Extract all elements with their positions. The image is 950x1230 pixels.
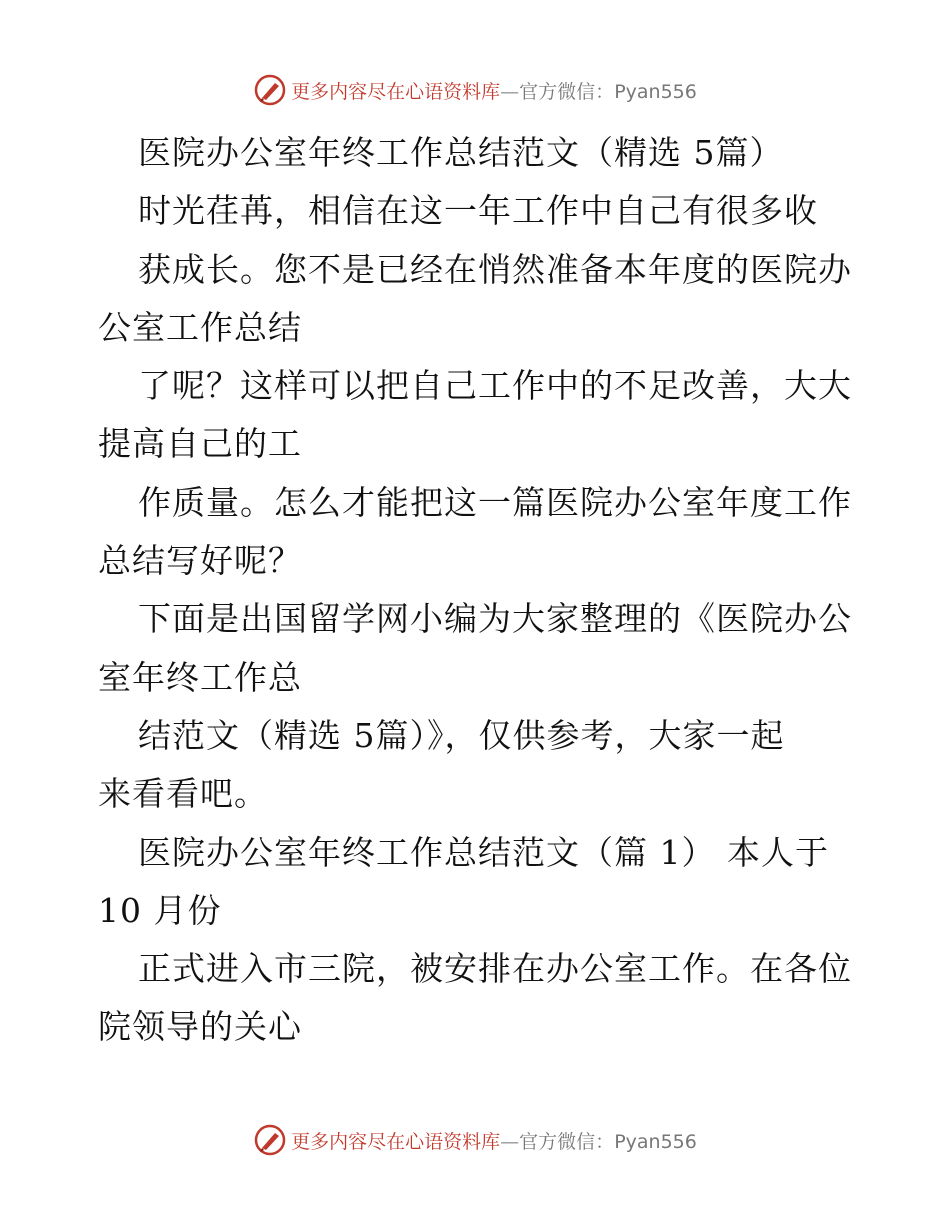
text-line: 提高自己的工 <box>98 424 302 464</box>
header-wechat-label: 官方微信： <box>519 80 615 103</box>
text-line: 公室工作总结 <box>98 307 302 347</box>
header-separator: — <box>500 80 520 103</box>
footer-banner <box>0 1120 950 1160</box>
text-line: 医院办公室年终工作总结范文（篇 1） 本人于 <box>138 832 829 872</box>
footer-separator: — <box>500 1130 520 1153</box>
text-line: 医院办公室年终工作总结范文（精选 5篇） <box>138 133 784 172</box>
header-brand: 更多内容尽在心语资料库 <box>291 80 501 103</box>
header-text <box>291 77 697 104</box>
header-banner <box>0 70 950 110</box>
footer-wechat-label: 官方微信： <box>519 1130 615 1153</box>
footer-text <box>291 1127 697 1154</box>
text-line: 获成长。您不是已经在悄然准备本年度的医院办 <box>138 249 852 289</box>
text-line: 来看看吧。 <box>98 774 268 814</box>
text-line: 了呢？这样可以把自己工作中的不足改善，大大 <box>138 366 852 406</box>
footer-brand: 更多内容尽在心语资料库 <box>291 1130 501 1153</box>
document-body <box>98 124 858 1057</box>
text-line: 下面是出国留学网小编为大家整理的《医院办公 <box>138 599 852 639</box>
text-line: 室年终工作总 <box>98 657 302 697</box>
footer-wechat-id: Pyan556 <box>614 1130 697 1153</box>
pen-logo-icon <box>253 1123 287 1157</box>
text-line: 正式进入市三院，被安排在办公室工作。在各位 <box>138 949 852 989</box>
header-wechat-id: Pyan556 <box>614 80 697 103</box>
text-line: 时光荏苒，相信在这一年工作中自己有很多收 <box>138 191 818 231</box>
text-line: 作质量。怎么才能把这一篇医院办公室年度工作 <box>138 482 852 522</box>
text-line: 结范文（精选 5篇）》，仅供参考，大家一起 <box>138 715 785 755</box>
text-line: 院领导的关心 <box>98 1007 302 1047</box>
text-line: 总结写好呢？ <box>98 541 302 581</box>
pen-logo-icon <box>253 73 287 107</box>
text-line: 10 月份 <box>98 890 222 930</box>
